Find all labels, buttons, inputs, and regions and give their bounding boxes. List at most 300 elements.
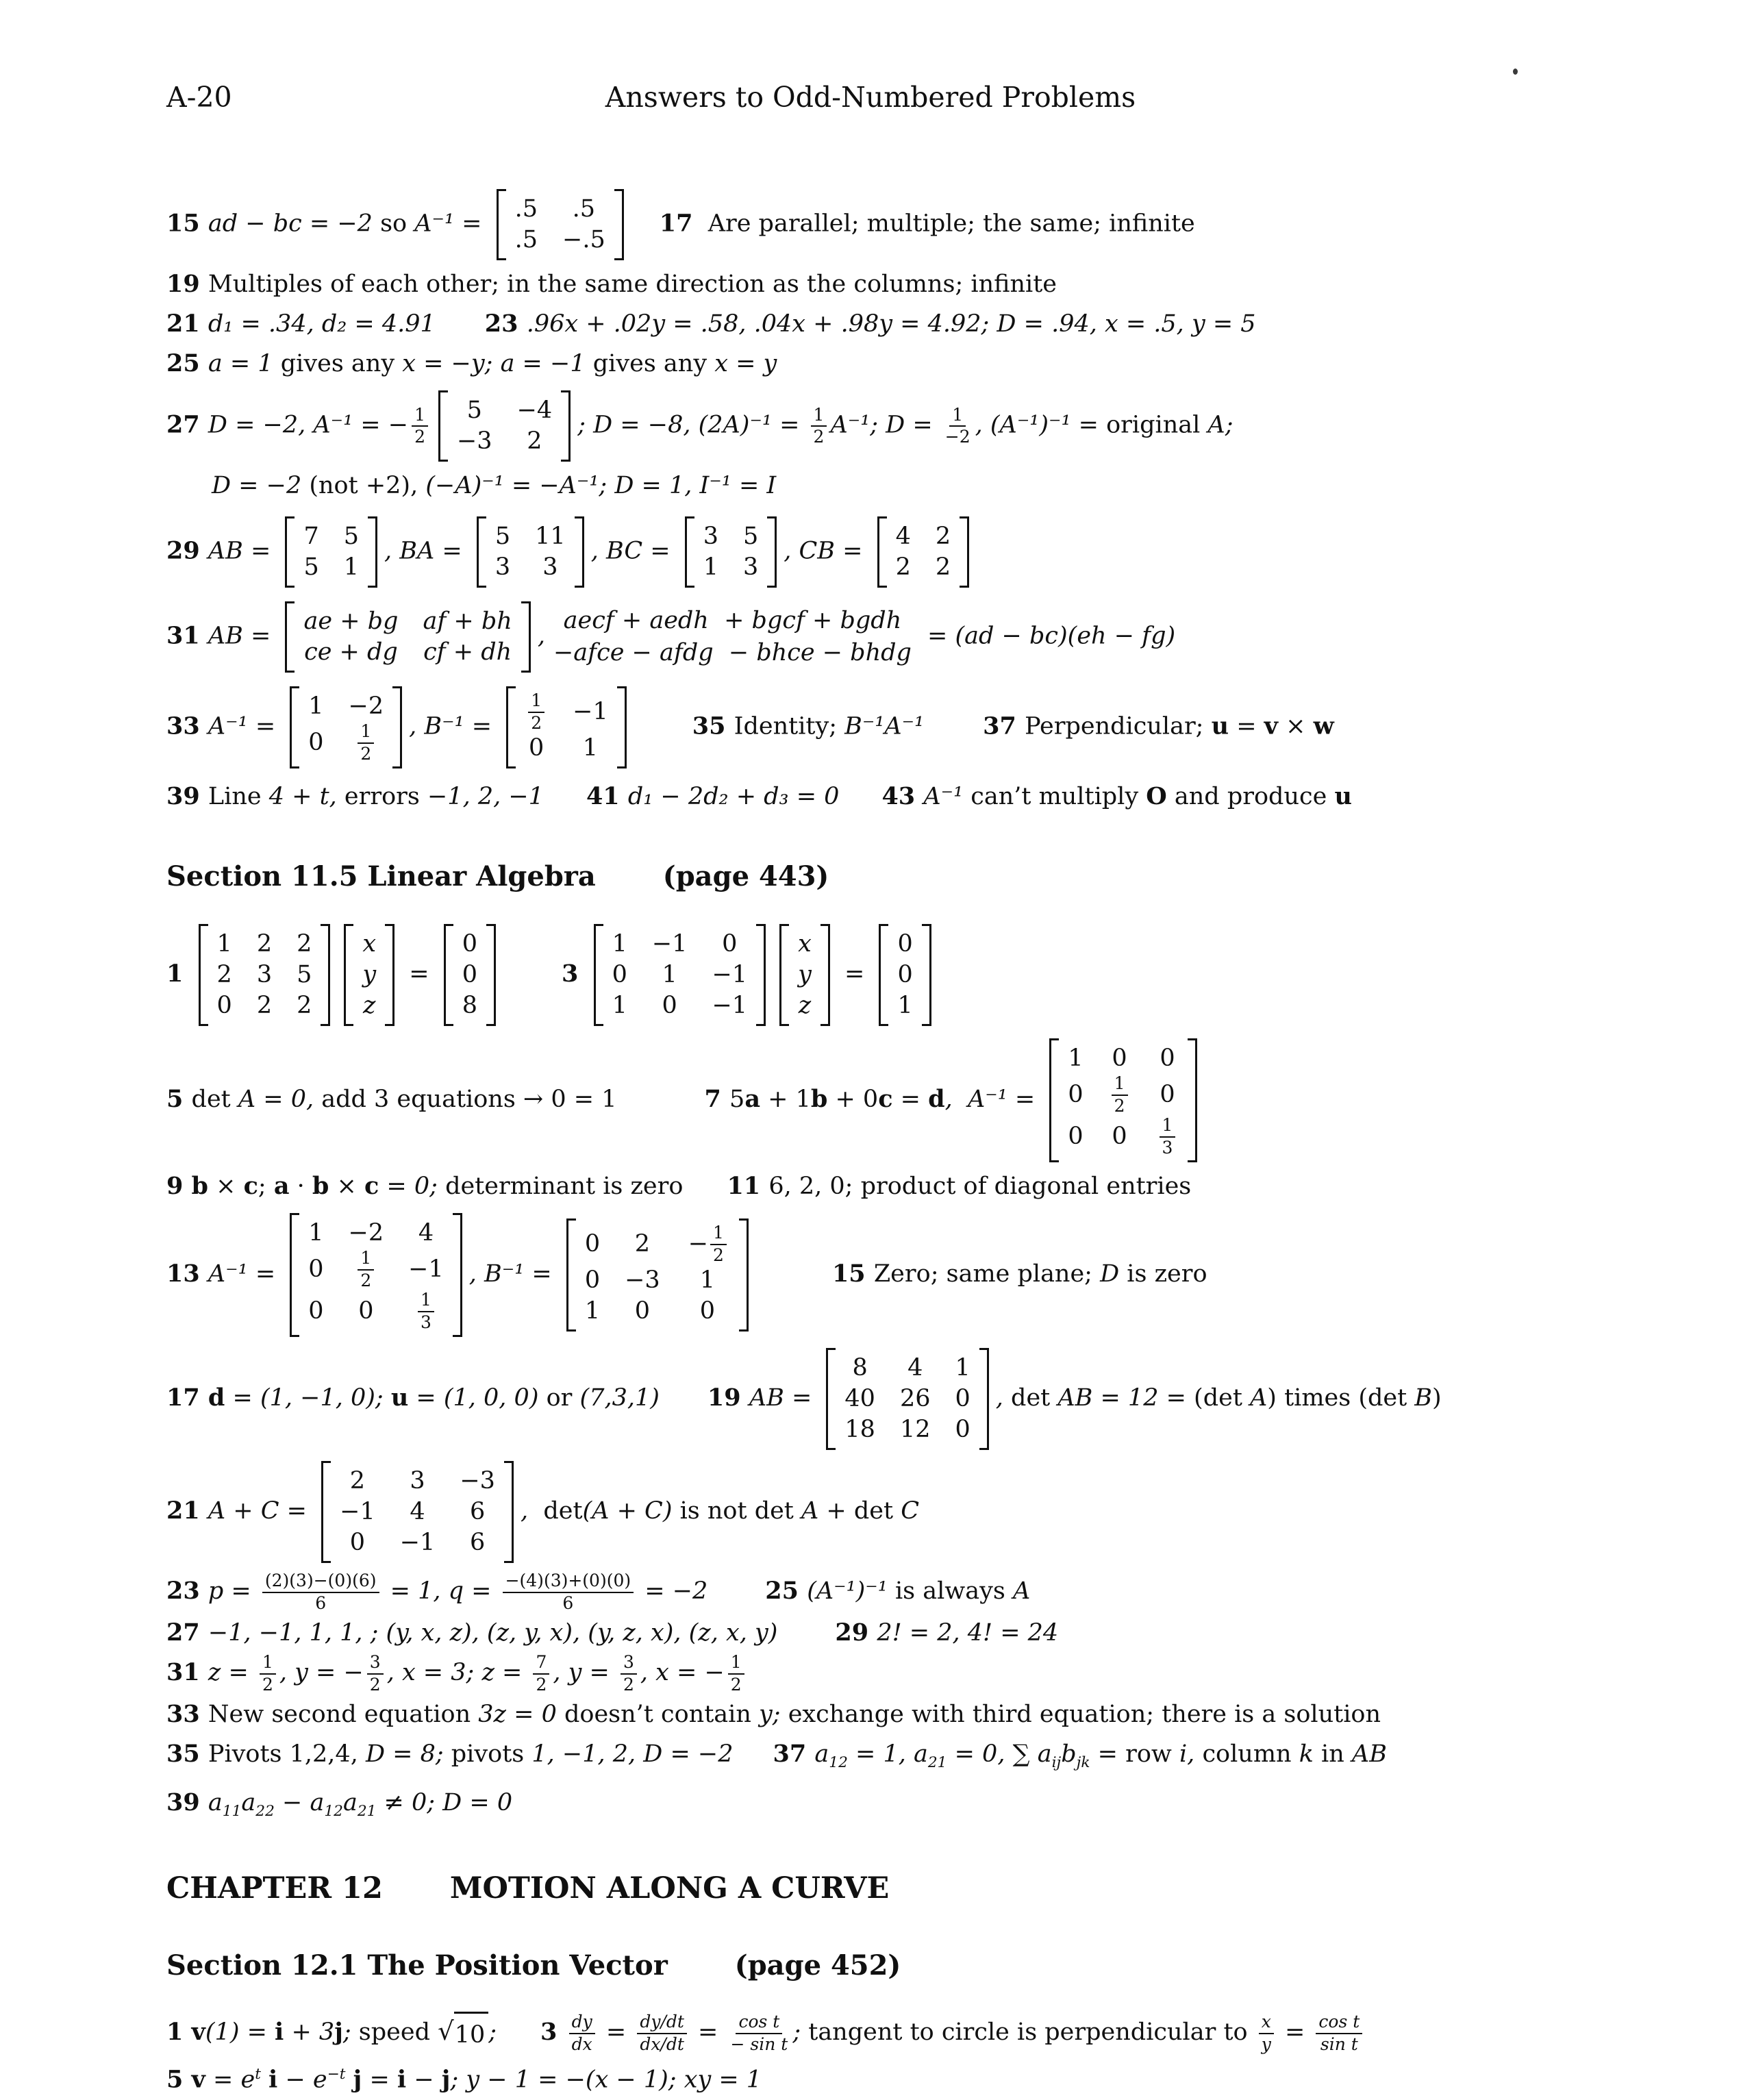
matrix-grid	[701, 516, 762, 588]
matrix-bracket-left	[779, 924, 789, 1026]
text-run: D = 8;	[365, 1740, 451, 1768]
text-run: d₁ − 2d₂ + d₃ = 0	[627, 783, 840, 810]
matrix-cell: 3	[256, 961, 273, 988]
answer-line-13-15	[166, 1209, 1700, 1341]
text-run: ; y − 1 = −(x − 1); xy = 1	[450, 2066, 762, 2094]
matrix-cell: .5	[572, 195, 596, 223]
matrix-grid	[512, 189, 608, 260]
answer-line-33b	[166, 1695, 1700, 1734]
fraction-denominator: − sin t	[730, 2034, 788, 2054]
text-run: =	[401, 960, 437, 988]
text-run: 17	[166, 1384, 208, 1412]
fraction	[533, 1653, 549, 1695]
matrix	[344, 924, 394, 1026]
fraction-denominator: −2	[944, 427, 970, 447]
matrix-cell: 5	[343, 523, 360, 550]
matrix-bracket-left	[826, 1348, 836, 1450]
matrix	[285, 516, 377, 588]
matrix-bracket-right	[922, 924, 931, 1026]
matrix-cell: −1	[651, 930, 688, 958]
answer-line-39-43	[166, 777, 1700, 816]
text-run: 3	[540, 2018, 566, 2046]
text-run: x = y	[714, 350, 777, 377]
matrix-cell: 2	[297, 992, 312, 1019]
matrix-cell: z	[363, 992, 376, 1019]
matrix-cell: 2	[634, 1230, 651, 1258]
matrix-cell: ce + dg	[304, 638, 398, 666]
matrix-bracket-right	[521, 601, 531, 673]
text-run: exchange with third equation; there is a solution	[788, 1701, 1381, 1728]
text-run: (7,3,1)	[579, 1384, 660, 1412]
fraction-stack	[358, 722, 374, 764]
heading-page-ref: (page 452)	[734, 1949, 901, 1982]
text-run: original	[1106, 411, 1208, 439]
matrix-bracket-left	[497, 189, 506, 260]
fraction-numerator: cos t	[736, 2012, 782, 2034]
text-run: c	[243, 1172, 258, 1200]
heading-page-ref: (page 443)	[662, 860, 829, 892]
matrix-bracket-right	[767, 516, 777, 588]
matrix-cell: 5	[742, 523, 759, 550]
text-run: j	[334, 2018, 343, 2046]
matrix	[594, 924, 766, 1026]
text-run: 5	[729, 1086, 745, 1113]
matrix-bracket-left	[285, 516, 295, 588]
text-run: 1	[166, 960, 192, 988]
fraction-stack	[811, 405, 827, 447]
matrix-cell: 6	[470, 1498, 486, 1525]
text-run: 21	[166, 1497, 208, 1525]
matrix-grid	[522, 686, 611, 768]
text-run: B⁻¹A⁻¹	[844, 712, 925, 740]
script-text: 21	[927, 1754, 947, 1771]
fraction-denominator: 3	[1162, 1137, 1173, 1158]
matrix-cell: 8	[852, 1354, 868, 1382]
text-run: , CB =	[784, 537, 870, 565]
text-run: (−A)⁻¹ = −A⁻¹; D = 1, I⁻¹ = I	[425, 472, 777, 499]
matrix-grid	[305, 686, 386, 768]
answer-line-39b	[166, 1783, 1700, 1832]
fraction-denominator: 2	[730, 1674, 742, 1695]
text-run: det	[1011, 1384, 1058, 1412]
text-run: j	[353, 2065, 362, 2094]
fraction-numerator: dy/dt	[637, 2012, 687, 2034]
matrix	[877, 516, 970, 588]
two-line-expression	[553, 605, 912, 670]
answer-line-15-17	[166, 185, 1700, 264]
matrix-cell: 0	[308, 1255, 324, 1283]
text-run: D	[1100, 1260, 1127, 1288]
matrix-cell: 0	[308, 1297, 324, 1325]
text-run: =	[362, 2066, 397, 2094]
script-text: t	[255, 2066, 261, 2083]
fraction-denominator: 3	[421, 1312, 431, 1332]
matrix	[199, 924, 331, 1026]
answer-line-31	[166, 597, 1700, 677]
matrix-cell: .5	[514, 226, 538, 253]
fraction-denominator: 2	[536, 1674, 547, 1695]
text-run: A	[801, 1497, 819, 1525]
fraction	[621, 1653, 637, 1695]
text-run: z =	[208, 1659, 256, 1686]
matrix-cell: 2	[256, 930, 273, 958]
text-run: Identity;	[734, 712, 845, 740]
heading-page-ref: MOTION ALONG A CURVE	[449, 1871, 890, 1905]
matrix-bracket-right	[1188, 1038, 1197, 1162]
text-run: ×	[329, 1173, 364, 1200]
text-run: 39	[166, 1788, 208, 1816]
text-run: New second equation	[208, 1701, 479, 1728]
text-run: y;	[759, 1701, 788, 1728]
text-run: so	[380, 210, 415, 238]
text-run: = 0;	[379, 1173, 446, 1200]
text-run: a	[342, 1789, 358, 1816]
fraction-numerator: 1	[811, 405, 827, 427]
spacer	[631, 231, 660, 232]
text-run: speed	[358, 2018, 438, 2046]
fraction-numerator: 1	[728, 1653, 744, 1675]
text-run: ;	[342, 2018, 359, 2046]
text-run: + det	[818, 1497, 901, 1525]
script-text: ij	[1051, 1754, 1062, 1771]
fraction-numerator: 1	[412, 405, 428, 427]
sqrt-expression	[438, 2012, 488, 2055]
fraction	[260, 1653, 276, 1695]
text-run: A;	[1207, 411, 1233, 439]
text-run: v	[191, 2065, 205, 2094]
text-run: a	[241, 1789, 256, 1816]
matrix	[566, 1218, 749, 1332]
matrix-cell	[528, 691, 544, 733]
text-run: D = −2	[212, 472, 310, 499]
fraction-stack	[260, 1653, 276, 1695]
text-run: A + C =	[208, 1497, 315, 1525]
text-run: b	[810, 1085, 828, 1113]
text-run: Perpendicular;	[1025, 712, 1212, 740]
answer-line-21	[166, 1457, 1700, 1567]
fraction-stack	[729, 2012, 790, 2054]
text-run: 29	[166, 536, 208, 565]
text-run: u	[1211, 712, 1229, 740]
text-run: O	[1146, 782, 1167, 810]
text-run: ;	[792, 2018, 809, 2046]
fraction-denominator: sin t	[1320, 2034, 1358, 2054]
matrix-cell: 2	[935, 553, 951, 581]
text-run: =	[1090, 1740, 1126, 1768]
text-run: 1	[166, 2018, 192, 2046]
matrix-grid	[214, 924, 315, 1026]
matrix-bracket-right	[504, 1461, 514, 1563]
text-run: 25	[166, 349, 208, 377]
matrix-cell: 1	[699, 1266, 715, 1294]
matrix-grid	[454, 390, 555, 462]
answer-line-29	[166, 512, 1700, 592]
text-run: , (A⁻¹)⁻¹ =	[975, 411, 1107, 439]
text-run: i,	[1179, 1740, 1203, 1768]
fraction-stack	[367, 1653, 384, 1695]
answer-line-21-23	[166, 304, 1700, 344]
text-run	[346, 2066, 353, 2094]
section-heading-section-11-5	[166, 860, 1700, 892]
matrix-bracket-left	[879, 924, 888, 1026]
matrix-cell: 4	[907, 1354, 923, 1382]
matrix	[438, 390, 571, 462]
matrix-cell: 1	[582, 734, 599, 762]
text-run: 31	[166, 621, 208, 650]
spacer	[503, 981, 562, 982]
text-run: , BA =	[384, 537, 470, 565]
text-run: 19	[166, 270, 208, 298]
text-run: 5	[166, 2065, 192, 2094]
text-run: 25	[765, 1577, 807, 1605]
matrix-cell: −1	[712, 992, 748, 1019]
text-run: B	[1414, 1384, 1433, 1412]
matrix-cell: 12	[899, 1416, 931, 1443]
matrix-cell: 0	[1160, 1081, 1175, 1108]
text-run: 27	[166, 1618, 208, 1647]
matrix-cell: −1	[399, 1529, 436, 1556]
matrix	[506, 686, 627, 768]
matrix-cell: 3	[742, 553, 759, 581]
fraction-stack	[621, 1653, 637, 1695]
matrix-cell	[418, 1290, 434, 1332]
text-run: 4 + t,	[268, 783, 345, 810]
text-run: ,	[537, 622, 545, 650]
matrix-cell: 5	[466, 397, 482, 424]
fraction-denominator: 2	[414, 427, 425, 447]
text-run: column	[1202, 1740, 1299, 1768]
matrix-cell	[1112, 1074, 1128, 1116]
matrix-cell: 0	[1068, 1123, 1084, 1150]
matrix-bracket-right	[486, 924, 496, 1026]
text-run: Multiples of each other; in the same direction as the columns; infinite	[208, 271, 1057, 298]
matrix-cell: 3	[410, 1467, 425, 1495]
fraction-stack	[1160, 1116, 1176, 1158]
answer-line-17-19	[166, 1344, 1700, 1454]
text-run: =	[1277, 2018, 1313, 2046]
fraction-denominator: 6	[562, 1592, 574, 1613]
text-run: , x = 3; z =	[386, 1659, 530, 1686]
fraction-denominator: y	[1261, 2034, 1271, 2054]
matrix-cell: 0	[358, 1297, 374, 1325]
text-run: is not det	[679, 1497, 802, 1525]
text-run: A	[1012, 1577, 1031, 1605]
fraction	[412, 405, 428, 447]
text-run: Zero; same plane;	[873, 1260, 1101, 1288]
matrix-cell: 1	[703, 553, 718, 581]
spacer	[755, 1281, 832, 1282]
matrix	[779, 924, 830, 1026]
matrix-bracket-right	[960, 516, 969, 588]
text-run: c	[364, 1172, 379, 1200]
matrix-cell: 3	[494, 553, 511, 581]
matrix-grid	[337, 1461, 498, 1563]
text-run: Are parallel; multiple; the same; infinite	[692, 210, 1195, 238]
fraction-stack	[533, 1653, 549, 1695]
text-run: − e	[277, 2066, 327, 2094]
text-run: ; D = −8, (2A)⁻¹ =	[577, 411, 807, 439]
text-run: b	[312, 1172, 329, 1200]
section-heading-section-12-1	[166, 1949, 1700, 1982]
matrix	[321, 1461, 514, 1563]
matrix-cell: 0	[897, 930, 913, 958]
text-run: u	[1334, 782, 1352, 810]
matrix-grid	[893, 516, 954, 588]
text-run: can’t multiply	[970, 783, 1147, 810]
fraction-stack	[358, 1249, 374, 1290]
spacer	[839, 803, 881, 804]
matrix-cell: −2	[348, 1219, 384, 1247]
matrix-cell: 5	[494, 523, 511, 550]
spacer	[436, 331, 485, 332]
matrix-cell: 0	[349, 1529, 366, 1556]
matrix-bracket-right	[756, 924, 766, 1026]
answer-line-27b	[212, 466, 1700, 505]
matrix-cell: −4	[516, 397, 553, 424]
script-text: 21	[357, 1803, 377, 1820]
text-run: gives any	[280, 350, 403, 377]
matrix-cell: 0	[955, 1385, 970, 1412]
text-run: −1, 2, −1	[427, 783, 544, 810]
answers-content	[166, 185, 1700, 2100]
text-run	[261, 2066, 268, 2094]
matrix-cell: 0	[462, 961, 478, 988]
matrix-bracket-left	[290, 686, 299, 768]
matrix-cell: x	[798, 930, 812, 958]
text-run: =	[892, 1086, 929, 1113]
text-run: , y =	[553, 1659, 617, 1686]
fraction-denominator: 2	[713, 1245, 724, 1265]
text-run: i	[397, 2065, 407, 2094]
answer-line-27	[166, 386, 1700, 466]
fraction-numerator: 1	[710, 1223, 727, 1245]
fraction-denominator: 2	[813, 427, 825, 447]
fraction-stack	[637, 2012, 687, 2054]
fraction-numerator: (2)(3)−(0)(6)	[262, 1571, 379, 1593]
matrix-grid	[305, 1213, 447, 1337]
spacer	[616, 1106, 704, 1107]
text-run: d	[928, 1085, 945, 1113]
text-run: is zero	[1127, 1260, 1207, 1288]
matrix-bracket-right	[617, 686, 627, 768]
text-run: row	[1125, 1740, 1179, 1768]
text-run: 23	[166, 1577, 208, 1605]
answer-line-27-29	[166, 1613, 1700, 1653]
text-run: , x = −	[640, 1659, 725, 1686]
matrix-cell: −1	[340, 1498, 375, 1525]
text-run: 15	[831, 1260, 874, 1288]
text-run: 15	[166, 209, 208, 238]
text-run: ≠ 0; D = 0	[376, 1789, 513, 1816]
matrix-cell: 0	[1160, 1045, 1175, 1072]
matrix-bracket-left	[438, 390, 448, 462]
fraction-stack	[528, 691, 544, 733]
matrix	[497, 189, 624, 260]
text-run: 3	[562, 960, 587, 988]
text-run: 43	[881, 782, 924, 810]
fraction-stack	[569, 2012, 595, 2054]
matrix-bracket-left	[344, 924, 353, 1026]
page-number: A-20	[166, 81, 232, 114]
matrix-cell: y	[798, 961, 812, 988]
text-run: a	[208, 1789, 223, 1816]
script-text: 11	[222, 1803, 242, 1820]
matrix-bracket-left	[444, 924, 453, 1026]
matrix-cell: 1	[308, 1219, 324, 1247]
text-run: −	[406, 2066, 442, 2094]
text-run: + 0	[827, 1086, 879, 1113]
matrix-cell: 11	[535, 523, 566, 550]
fraction	[811, 405, 827, 447]
matrix-cell: 18	[844, 1416, 875, 1443]
fraction-numerator: 1	[358, 722, 374, 744]
text-run: ×	[1277, 712, 1314, 740]
fraction-numerator: −(4)(3)+(0)(0)	[503, 1571, 634, 1593]
matrix-cell: 0	[308, 729, 324, 756]
matrix-bracket-right	[368, 516, 377, 588]
text-run: AB	[1351, 1740, 1387, 1768]
text-run: 37	[773, 1740, 815, 1768]
matrix-bracket-left	[877, 516, 887, 588]
matrix	[290, 1213, 462, 1337]
text-run: 1, −1, 2, D = −2	[531, 1740, 734, 1768]
text-run: =	[690, 2018, 726, 2046]
text-run: i	[268, 2065, 278, 2094]
matrix-cell: 3	[703, 523, 718, 550]
matrix-bracket-right	[385, 924, 394, 1026]
text-run: 27	[166, 410, 208, 439]
matrix-cell: .5	[514, 195, 538, 223]
text-run: ;	[258, 1173, 274, 1200]
text-run: −1, −1, 1, 1, ; (y, x, z), (z, y, x), (y, z, x), (z, x, y)	[208, 1619, 778, 1647]
matrix-grid	[842, 1348, 973, 1450]
text-run: 5	[166, 1085, 192, 1113]
fraction-numerator: 1	[1160, 1116, 1176, 1138]
matrix-cell: y	[362, 961, 377, 988]
text-run: 17	[659, 209, 693, 238]
text-run: doesn’t contain	[564, 1701, 759, 1728]
text-run: i	[275, 2018, 284, 2046]
fraction-numerator: 1	[949, 405, 966, 427]
fraction-stack	[944, 405, 972, 447]
spacer	[734, 1761, 773, 1762]
fraction	[728, 1653, 744, 1695]
text-run: ,	[520, 1497, 544, 1525]
matrix-cell: 6	[470, 1529, 486, 1556]
text-run: w	[1313, 712, 1334, 740]
matrix-cell: 0	[634, 1297, 651, 1325]
text-run: a = 1	[208, 350, 281, 377]
text-run: 11	[727, 1172, 769, 1200]
matrix	[290, 686, 402, 768]
text-run: A = 0,	[238, 1086, 322, 1113]
fraction	[1259, 2012, 1274, 2054]
text-run: or	[546, 1384, 580, 1412]
text-run: 7	[704, 1085, 730, 1113]
answer-line-31b	[166, 1653, 1700, 1695]
matrix-bracket-right	[561, 390, 571, 462]
spacer	[497, 2039, 540, 2040]
text-run: + 3	[284, 2018, 335, 2046]
fraction-denominator: 2	[360, 743, 372, 764]
text-run: k	[1299, 1740, 1322, 1768]
text-run: AB =	[749, 1384, 820, 1412]
fraction	[262, 1571, 379, 1613]
matrix-cell: 1	[343, 553, 360, 581]
fraction-denominator: 2	[369, 1674, 381, 1695]
text-run: 35	[692, 712, 734, 740]
chapter-heading-chapter-12	[166, 1871, 1700, 1905]
